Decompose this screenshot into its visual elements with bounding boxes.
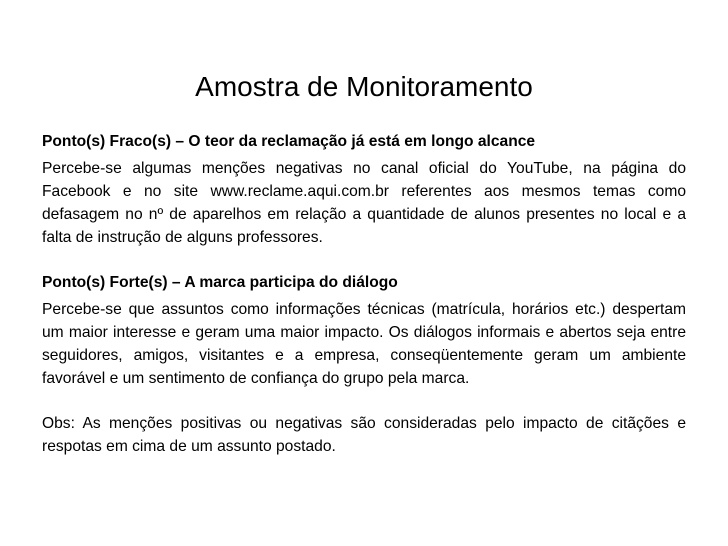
weak-points-heading: Ponto(s) Fraco(s) – O teor da reclamação já está em longo alcance: [42, 133, 536, 150]
strong-points-body: Percebe-se que assuntos como informações técnicas (matrícula, horários etc.) despertam um maior interesse e geram uma maior impacto. Os diálogos informais e abertos seja entre seguidores, amigos, visitantes e a empresa, conseqüentemente geram um ambiente favorável e um sentimento de confiança do grupo pela marca.: [42, 301, 686, 387]
observation-note: Obs: As menções positivas ou negativas são consideradas pelo impacto de citãções e respotas em cima de um assunto postado.: [42, 415, 686, 455]
weak-points-body: Percebe-se algumas menções negativas no canal oficial do YouTube, na página do Facebook e no site www.reclame.aqui.com.br referentes aos mesmos temas como defasagem no nº de aparelhos em relação a quantidade de alunos presentes no local e a falta de instrução de alguns professores.: [42, 160, 686, 246]
section-spacer: [42, 390, 686, 412]
section-spacer: [42, 249, 686, 271]
strong-points-heading: Ponto(s) Forte(s) – A marca participa do diálogo: [42, 274, 398, 291]
slide-content: [42, 130, 686, 458]
slide-title: Amostra de Monitoramento: [195, 70, 533, 102]
